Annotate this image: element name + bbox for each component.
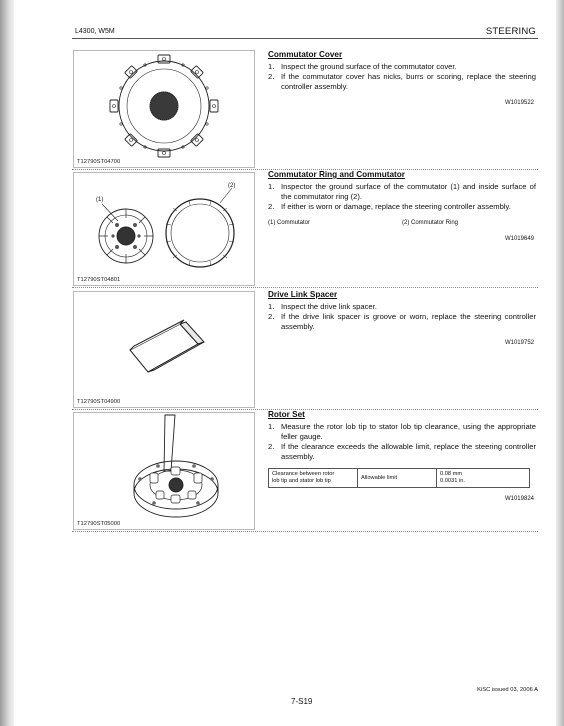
step-number: 1. [268,62,275,71]
page-number: 7-S19 [291,697,313,706]
step-text: Inspect the ground surface of the commutator cover. [281,62,457,71]
figure-id: T12790ST04801 [77,277,121,283]
spec-item-cell [269,469,358,488]
step-item [268,202,536,212]
spec-value-in: 0.0031 in. [440,478,465,484]
legend-item: (2) Commutator Ring [402,220,459,226]
page-edge-shadow-left [0,0,14,726]
step-item [268,422,536,442]
spec-table [268,468,530,488]
step-number: 2. [268,312,275,321]
rotor-set-drawing [74,413,254,529]
step-text: Inspector the ground surface of the commutator (1) and inside surface of the commutator ring (2). [281,182,536,201]
legend-item: (1) Commutator [268,220,311,226]
step-text: Measure the rotor lob tip to stator lob tip clearance, using the appropriate feller gauge. [281,422,536,441]
page-edge-shadow-right [556,0,564,726]
step-text: If the drive link spacer is groove or worn, replace the steering controller assembly. [281,312,536,331]
reference-code: W1019649 [504,236,534,242]
section-title: Drive Link Spacer [268,290,338,299]
figure-commutator-cover [73,50,255,168]
step-item [268,62,536,72]
commutator-cover-drawing [74,51,254,167]
step-number: 2. [268,442,275,451]
step-text: Inspect the drive link spacer. [281,302,377,311]
step-item [268,442,536,462]
step-number: 1. [268,422,275,431]
legend [268,218,536,228]
section-drive-link-spacer [268,290,536,348]
step-item [268,302,536,312]
step-number: 2. [268,202,275,211]
step-text: If the commutator cover has nicks, burrs or scoring, replace the steering controller assembly. [281,72,536,91]
header-rule [72,38,538,39]
figure-drive-link-spacer [73,291,255,408]
spec-value-cell [437,469,530,488]
figure-id: T12790ST05000 [77,521,121,527]
section-divider [72,287,538,288]
section-divider [72,531,538,532]
section-rotor-set [268,410,536,504]
commutator-ring-drawing [74,173,254,285]
section-commutator-cover [268,50,536,108]
reference-code: W1019824 [504,496,534,502]
drive-link-spacer-drawing [74,292,254,407]
header-section: STEERING [485,26,536,37]
step-text: If either is worn or damage, replace the steering controller assembly. [281,202,511,211]
callout-1: (1) [96,197,104,203]
section-title: Commutator Ring and Commutator [268,170,405,179]
figure-id: T12790ST04900 [77,399,121,405]
header-model: L4300, W5M [75,28,115,35]
reference-code: W1019522 [504,100,534,106]
step-number: 1. [268,182,275,191]
table-row [269,469,530,488]
footer-issue: KiSC issued 03, 2006 A [477,687,538,693]
step-number: 2. [268,72,275,81]
figure-id: T12790ST04700 [77,159,121,165]
figure-commutator-ring [73,172,255,286]
section-title: Rotor Set [268,410,305,419]
spec-item-line: lob tip and stator lob tip [272,478,331,484]
spec-item-line: Clearance between rotor [272,471,335,477]
step-item [268,182,536,202]
step-number: 1. [268,302,275,311]
callout-2: (2) [228,183,236,189]
step-text: If the clearance exceeds the allowable limit, replace the steering controller assembly. [281,442,536,461]
step-item [268,72,536,92]
step-item [268,312,536,332]
section-commutator-ring [268,170,536,244]
reference-code: W1019752 [504,340,534,346]
spec-value-mm: 0.08 mm [440,471,463,477]
figure-rotor-set [73,412,255,530]
spec-limit-cell: Allowable limit [358,469,437,488]
section-title: Commutator Cover [268,50,343,59]
